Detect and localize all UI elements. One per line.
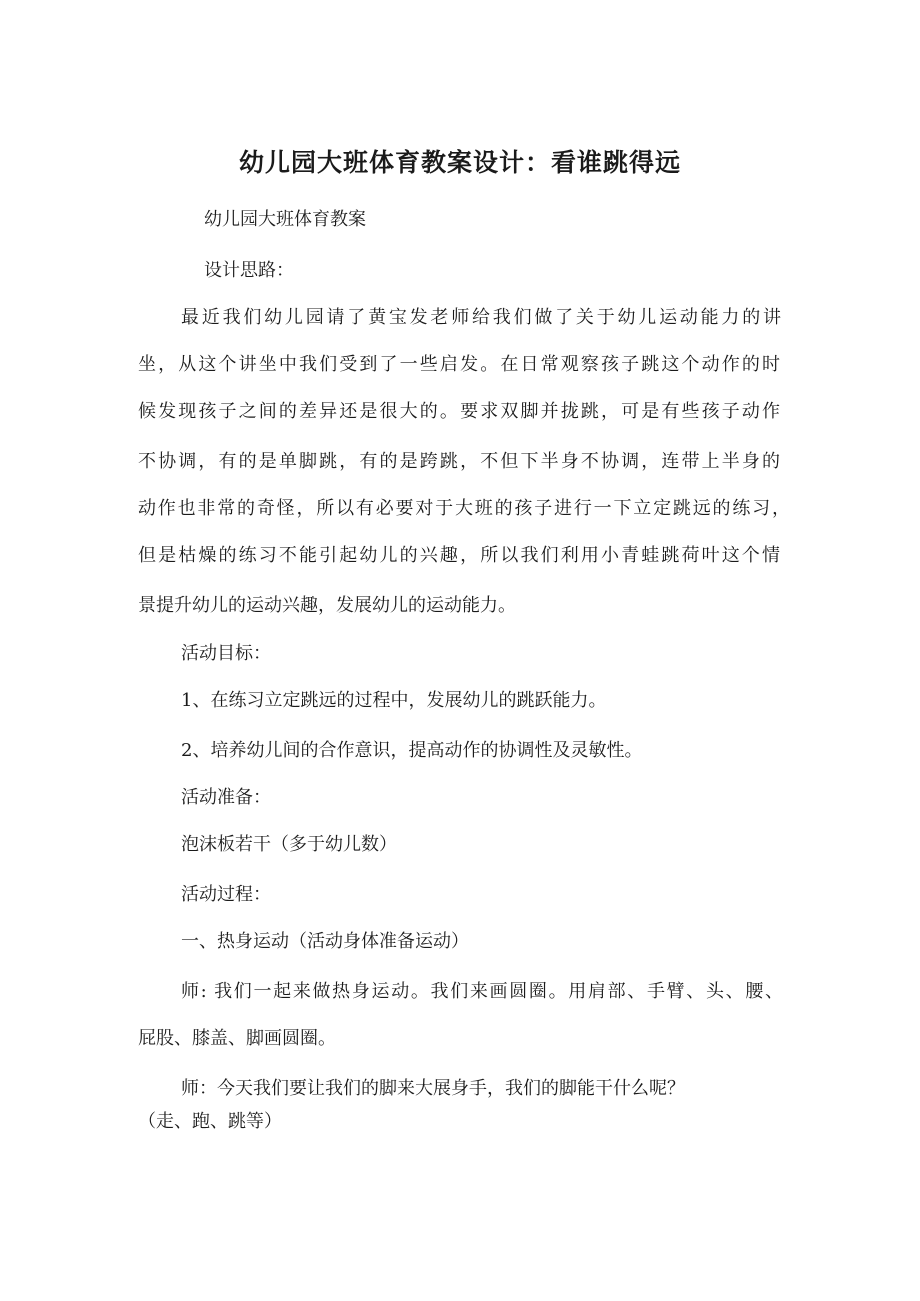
teacher-line: 师: 我们一起来做热身运动。我们来画圆圈。用肩部、手臂、头、腰、 — [181, 981, 783, 1002]
design-para-line: 不协调，有的是单脚跳，有的是跨跳，不但下半身不协调，连带上半身的 — [138, 451, 780, 472]
teacher-question: 师：今天我们要让我们的脚来大展身手，我们的脚能干什么呢？ — [181, 1078, 685, 1099]
goals-heading: 活动目标： — [181, 643, 271, 664]
section-heading-warmup: 一、热身运动（活动身体准备运动） — [181, 931, 469, 952]
teacher-question-answer: （走、跑、跳等） — [138, 1111, 282, 1132]
goal-item-1: 1、在练习立定跳远的过程中，发展幼儿的跳跃能力。 — [181, 690, 607, 711]
design-heading: 设计思路： — [204, 260, 294, 281]
prep-heading: 活动准备： — [181, 787, 271, 808]
design-para-line: 但是枯燥的练习不能引起幼儿的兴趣，所以我们利用小青蛙跳荷叶这个情 — [138, 545, 780, 566]
document-title: 幼儿园大班体育教案设计：看谁跳得远 — [238, 148, 681, 177]
design-para-line: 候发现孩子之间的差异还是很大的。要求双脚并拢跳，可是有些孩子动作 — [138, 401, 780, 422]
process-heading: 活动过程： — [181, 884, 271, 905]
design-para-line: 坐，从这个讲坐中我们受到了一些启发。在日常观察孩子跳这个动作的时 — [138, 354, 780, 375]
subtitle: 幼儿园大班体育教案 — [204, 209, 366, 230]
prep-item: 泡沫板若干（多于幼儿数） — [181, 834, 397, 855]
design-para-line: 最近我们幼儿园请了黄宝发老师给我们做了关于幼儿运动能力的讲 — [181, 307, 781, 328]
design-para-line: 景提升幼儿的运动兴趣，发展幼儿的运动能力。 — [138, 595, 516, 616]
goal-item-2: 2、培养幼儿间的合作意识，提高动作的协调性及灵敏性。 — [181, 740, 643, 761]
design-para-line: 动作也非常的奇怪，所以有必要对于大班的孩子进行一下立定跳远的练习， — [138, 498, 790, 519]
teacher-line: 屁股、膝盖、脚画圆圈。 — [138, 1028, 336, 1049]
